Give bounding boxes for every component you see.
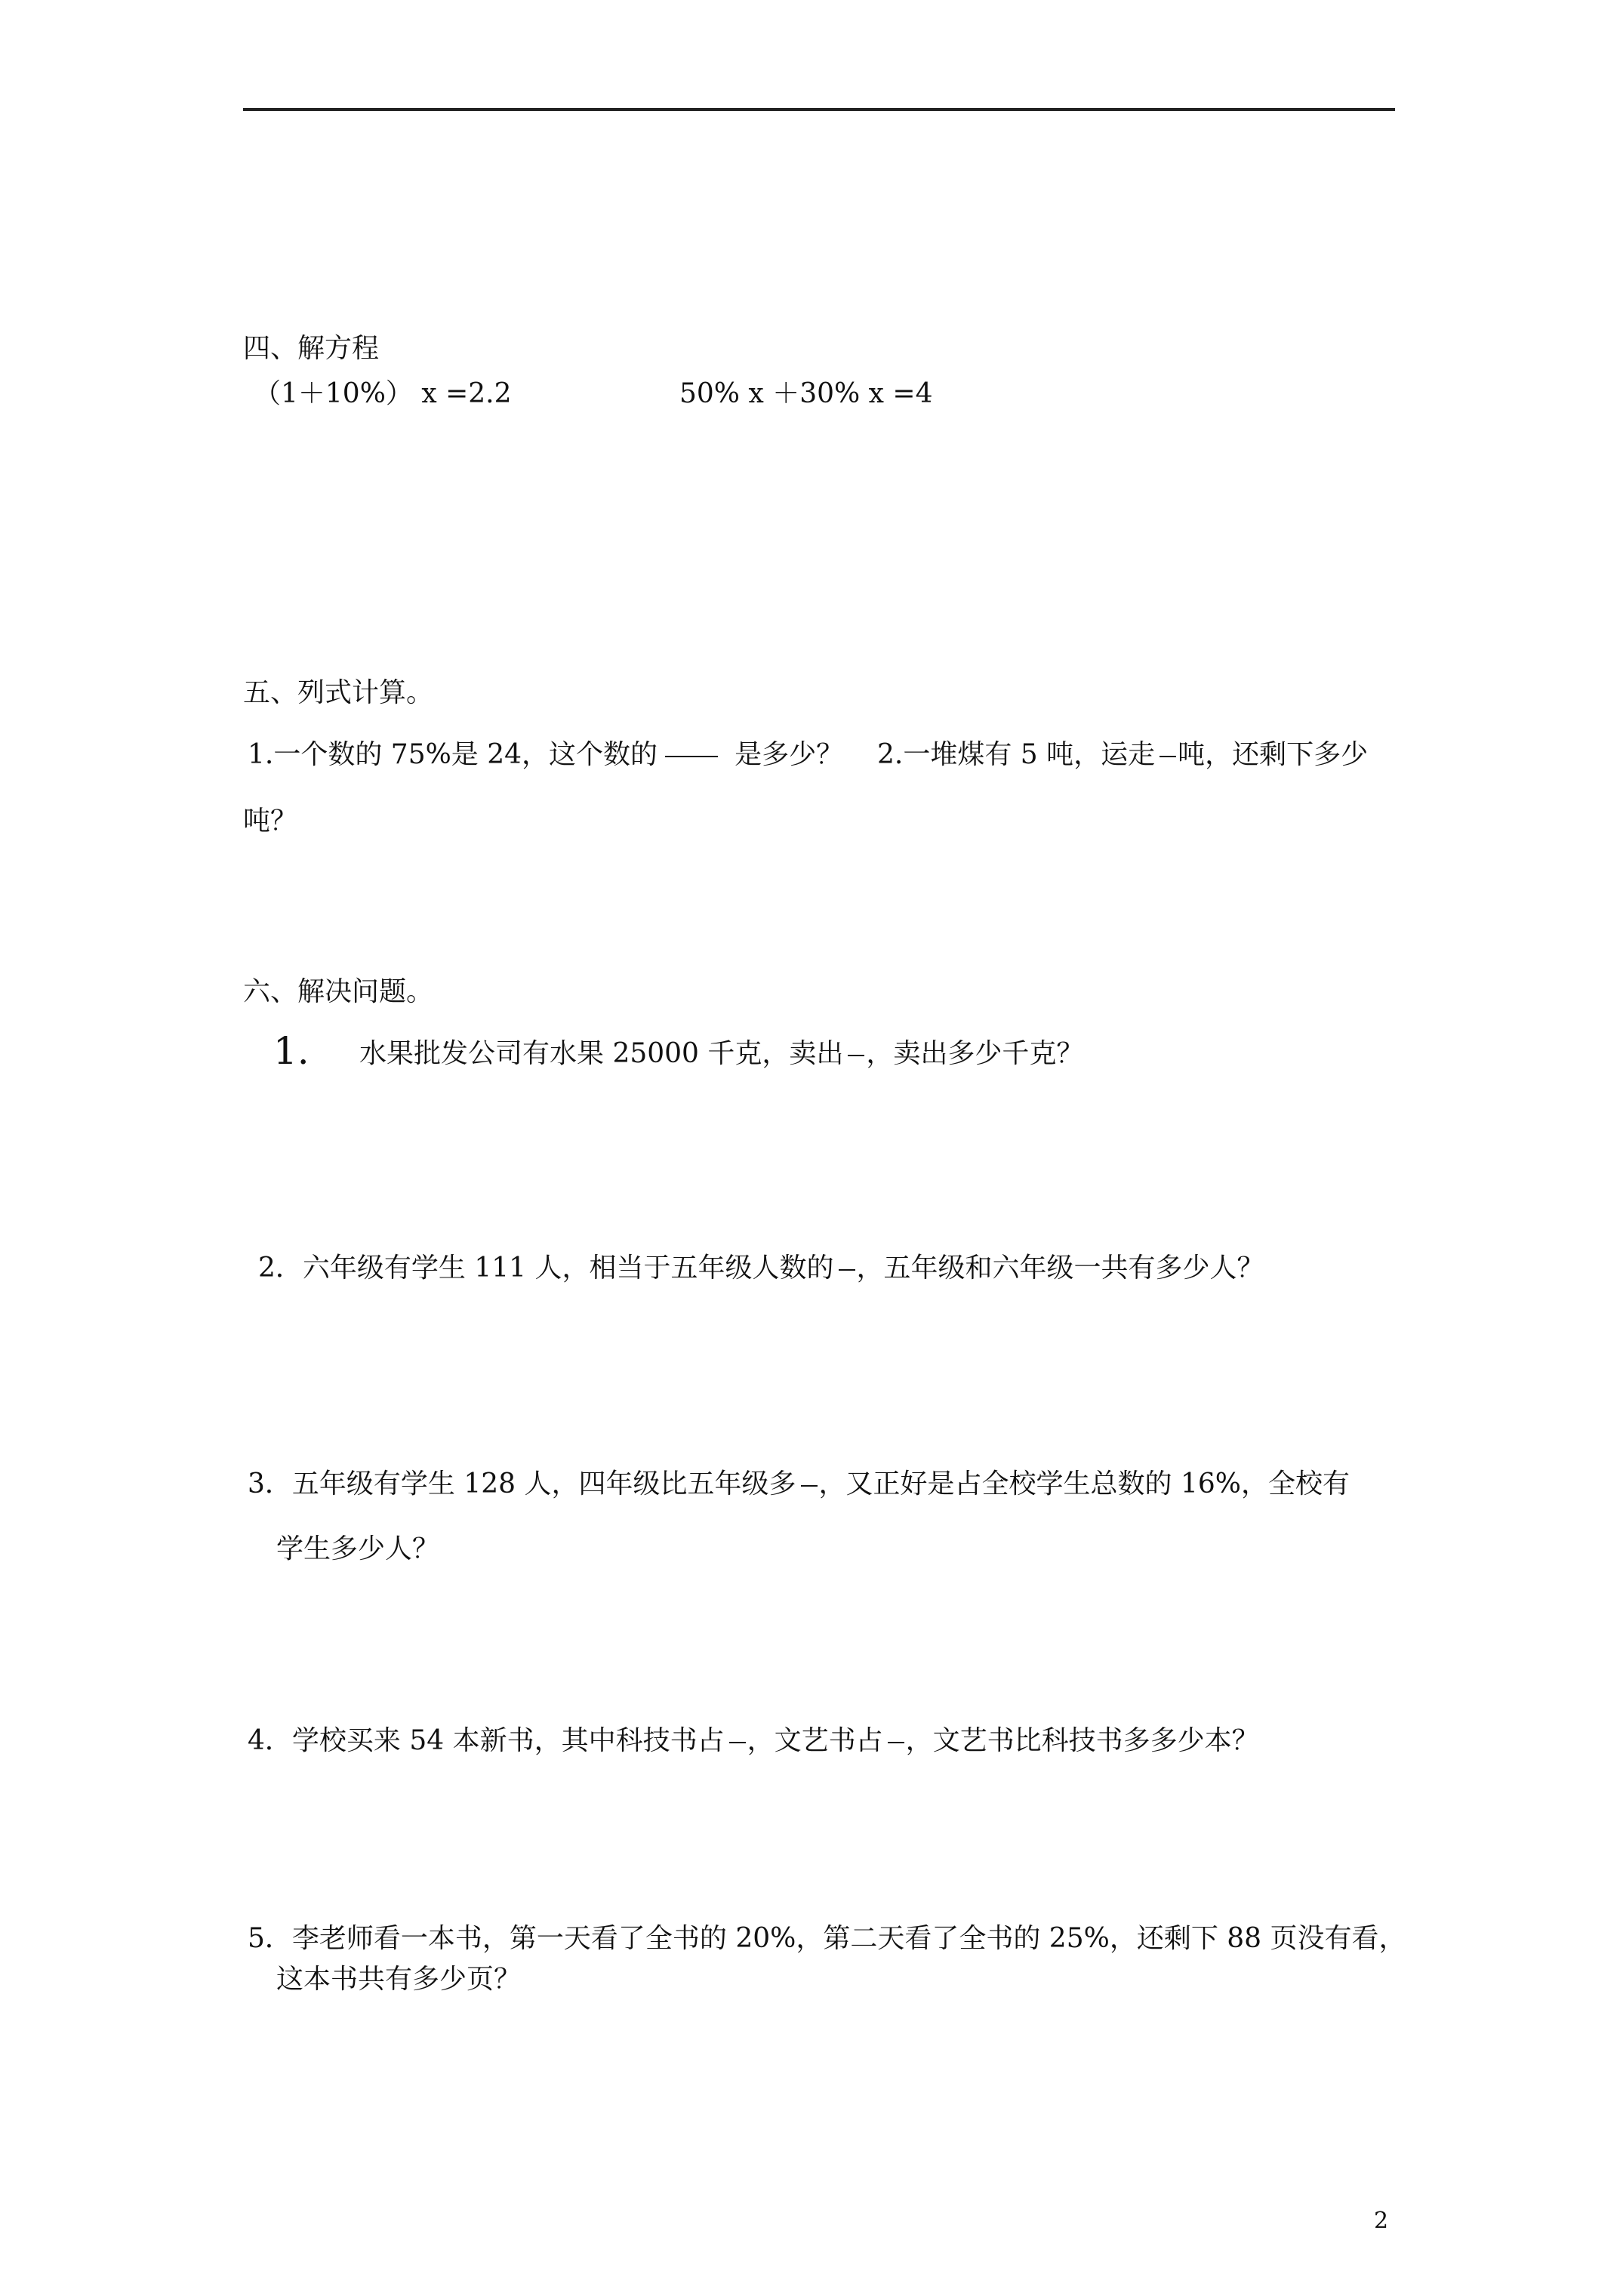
calc-question-1-text-b: 是多少？ [735,739,844,770]
header-rule [243,108,1395,111]
problem-5-continued: 这本书共有多少页？ [276,1964,522,1995]
fraction-placeholder [801,1485,818,1487]
fraction-placeholder [839,1269,855,1271]
problem-2-text-a: 2．六年级有学生 111 人，相当于五年级人数的 [258,1253,834,1284]
problem-3-continued: 学生多少人？ [276,1533,440,1564]
section-6-title: 六、解决问题。 [243,976,434,1007]
problem-4-text-a: 4．学校买来 54 本新书，其中科技书占 [248,1725,725,1756]
problem-3-text-a: 3．五年级有学生 128 人，四年级比五年级多 [248,1469,796,1499]
fraction-placeholder [1160,756,1176,757]
problem-1-number: 1. [273,1029,310,1073]
calc-question-2-text-a: 2.一堆煤有 5 吨，运走 [877,739,1156,770]
fraction-placeholder [729,1742,746,1743]
page-number: 2 [1374,2208,1389,2234]
problem-4-text-b: ，文艺书占 [747,1725,883,1756]
problem-1 [359,1037,1083,1071]
calc-question-1-text-a: 1.一个数的 75%是 24，这个数的 [248,739,658,770]
problem-2 [258,1252,1264,1285]
fraction-placeholder [848,1055,864,1056]
calc-question-2-continued: 吨？ [243,806,298,837]
equation-1: （1＋10%） x =2.2 [254,378,512,409]
problem-3-text-b: ，又正好是占全校学生总数的 16%，全校有 [818,1469,1350,1499]
fraction-placeholder [888,1742,904,1743]
calc-question-1 [248,738,843,772]
problem-1-text-b: ，卖出多少千克？ [866,1038,1084,1069]
problem-3 [248,1468,1350,1501]
section-5-title: 五、列式计算。 [243,677,434,708]
problem-2-text-b: ，五年级和六年级一共有多少人？ [856,1253,1264,1284]
problem-1-text-a: 水果批发公司有水果 25000 千克，卖出 [359,1038,844,1069]
fraction-placeholder [665,756,718,757]
equation-2: 50% x ＋30% x =4 [679,378,933,409]
calc-question-2-text-b: 吨，还剩下多少 [1178,739,1369,770]
problem-5: 5．李老师看一本书，第一天看了全书的 20%，第二天看了全书的 25%，还剩下 88 页没有看， [248,1923,1406,1954]
section-4-title: 四、解方程 [243,333,380,364]
problem-4 [248,1724,1259,1758]
problem-4-text-c: ，文艺书比科技书多多少本？ [905,1725,1259,1756]
calc-question-2 [877,738,1368,772]
